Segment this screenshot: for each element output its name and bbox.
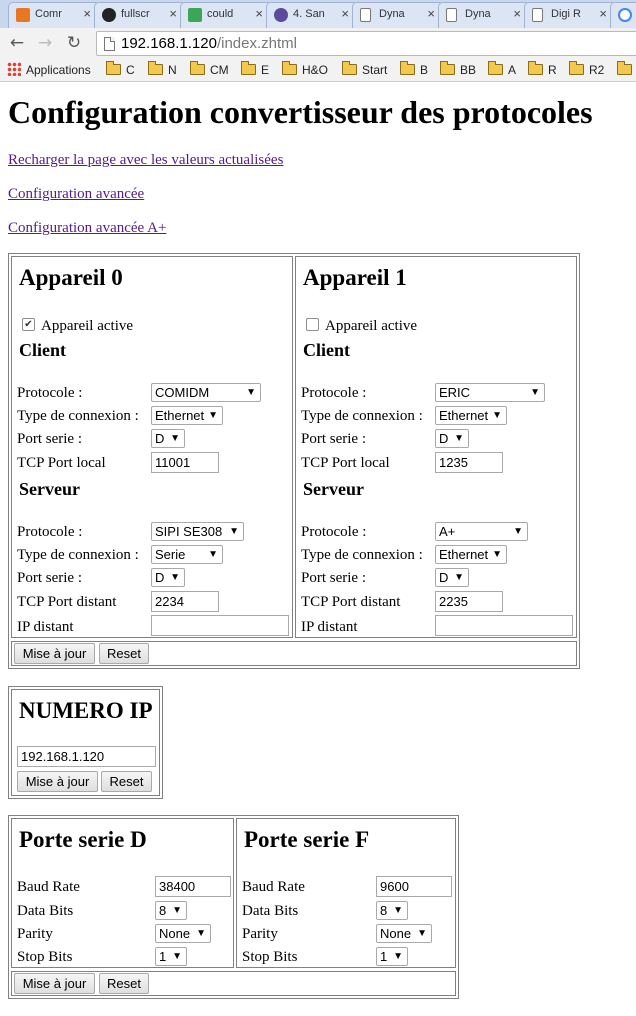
data-bits-select[interactable]	[376, 901, 408, 920]
url-text	[121, 35, 297, 52]
bookmark-label: H&O	[302, 63, 329, 77]
select-value: 1	[380, 949, 388, 964]
server-remote-ip-input[interactable]	[435, 615, 573, 636]
bookmark-label: B	[420, 63, 429, 77]
folder-icon	[190, 64, 205, 75]
parity-select[interactable]	[155, 924, 211, 943]
protocol-label: Protocole :	[301, 385, 367, 401]
protocol-label: Protocole :	[301, 524, 367, 540]
server-connection-type-select[interactable]	[151, 545, 223, 564]
chevron-down-icon: ▼	[208, 410, 218, 421]
stop-bits-label: Stop Bits	[17, 949, 73, 965]
browser-tab[interactable]	[610, 2, 636, 28]
chevron-down-icon: ▼	[393, 905, 403, 916]
folder-icon	[488, 64, 503, 75]
select-value: COMIDM	[155, 385, 210, 400]
address-bar[interactable]	[96, 31, 636, 56]
baud-rate-input[interactable]: 38400	[155, 876, 231, 897]
remote-ip-label: IP distant	[301, 619, 358, 635]
tab-title: Digi R	[551, 8, 581, 20]
client-connection-type-select[interactable]	[151, 406, 223, 425]
browser-toolbar	[0, 28, 636, 58]
serial-port-f-panel	[236, 818, 456, 968]
bookmark-label: Applications	[26, 63, 91, 77]
select-value: Ethernet	[439, 408, 489, 423]
device-1-title: Appareil 1	[303, 265, 407, 290]
update-button[interactable]: Mise à jour	[14, 973, 95, 994]
update-button[interactable]: Mise à jour	[17, 771, 98, 792]
select-value: SIPI SE308	[155, 524, 223, 539]
device-0-client-heading: Client	[19, 340, 66, 360]
data-bits-select[interactable]	[155, 901, 187, 920]
baud-rate-label: Baud Rate	[17, 879, 80, 895]
baud-rate-label: Baud Rate	[242, 879, 305, 895]
folder-icon	[440, 64, 455, 75]
stop-bits-select[interactable]	[155, 947, 187, 966]
tab-title: Comr	[35, 8, 62, 20]
bookmark-label: N	[168, 63, 177, 77]
chevron-down-icon: ▼	[172, 905, 182, 916]
folder-icon	[282, 64, 297, 75]
ip-table	[8, 686, 163, 799]
bookmark-label: E	[261, 63, 270, 77]
browser-tab[interactable]	[180, 2, 272, 28]
devices-actions-row	[11, 641, 577, 666]
favicon-icon	[16, 8, 30, 22]
select-value: A+	[439, 524, 456, 539]
parity-label: Parity	[17, 926, 53, 942]
github-icon	[102, 8, 116, 22]
chevron-down-icon: ▼	[454, 433, 464, 444]
device-0-panel	[11, 256, 293, 638]
tcp-port-local-label: TCP Port local	[301, 455, 390, 471]
folder-icon	[400, 64, 415, 75]
ip-address-input[interactable]: 192.168.1.120	[17, 746, 156, 767]
devices-table	[8, 253, 580, 669]
chevron-down-icon: ▼	[492, 410, 502, 421]
stop-bits-select[interactable]	[376, 947, 408, 966]
baud-rate-input[interactable]: 9600	[376, 876, 452, 897]
tab-title: could	[207, 8, 234, 20]
browser-tab[interactable]	[266, 2, 358, 28]
tab-title: Dyna	[465, 8, 491, 20]
chevron-down-icon: ▼	[172, 951, 182, 962]
bookmark-folder[interactable]	[569, 62, 604, 78]
browser-tab[interactable]	[438, 2, 530, 28]
browser-tab[interactable]	[352, 2, 444, 28]
client-protocol-select[interactable]	[151, 383, 261, 402]
server-protocol-select[interactable]	[151, 522, 244, 541]
bookmark-folder[interactable]	[148, 62, 177, 78]
bookmark-folder[interactable]	[488, 62, 516, 78]
bookmark-label: BB	[460, 63, 477, 77]
server-protocol-select[interactable]	[435, 522, 528, 541]
server-tcp-port-input[interactable]: 2235	[435, 591, 503, 612]
bookmark-label: R	[548, 63, 557, 77]
client-protocol-select[interactable]	[435, 383, 545, 402]
serial-port-d-panel	[11, 818, 234, 968]
device-1-server-heading: Serveur	[303, 479, 364, 499]
serial-port-label: Port serie :	[17, 431, 82, 447]
serial-port-d-title: Porte serie D	[19, 827, 147, 852]
chevron-down-icon: ▼	[196, 928, 206, 939]
close-icon[interactable]: ×	[169, 6, 177, 21]
client-connection-type-select[interactable]	[435, 406, 507, 425]
chevron-down-icon: ▼	[454, 572, 464, 583]
ip-title: NUMERO IP	[19, 698, 153, 723]
bookmark-label: R2	[589, 63, 605, 77]
serial-ports-table	[8, 815, 459, 999]
bookmark-folder[interactable]	[342, 62, 387, 78]
chevron-down-icon: ▼	[417, 928, 427, 939]
select-value: 8	[380, 903, 388, 918]
folder-icon	[342, 64, 357, 75]
server-serial-port-select[interactable]	[151, 568, 185, 587]
client-serial-port-select[interactable]	[151, 429, 185, 448]
stop-bits-label: Stop Bits	[242, 949, 298, 965]
tcp-port-remote-label: TCP Port distant	[301, 594, 401, 610]
client-tcp-port-input[interactable]: 1235	[435, 452, 503, 473]
favicon-icon	[274, 8, 288, 22]
browser-tab[interactable]	[8, 2, 100, 28]
device-1-active-label: Appareil active	[325, 318, 418, 334]
select-value: D	[155, 431, 165, 446]
bookmark-folder[interactable]	[106, 62, 135, 78]
select-value: 1	[159, 949, 167, 964]
bookmark-folder[interactable]	[282, 62, 328, 78]
bookmarks-bar	[0, 58, 636, 82]
connection-type-label: Type de connexion :	[301, 547, 423, 563]
select-value: D	[439, 570, 449, 585]
bookmark-label: A	[508, 63, 517, 77]
close-icon[interactable]: ×	[255, 6, 263, 21]
close-icon[interactable]: ×	[513, 6, 521, 21]
select-value: Ethernet	[155, 408, 205, 423]
folder-icon	[617, 64, 632, 75]
device-1-active-checkbox[interactable]	[306, 318, 319, 331]
server-serial-port-select[interactable]	[435, 568, 469, 587]
update-button[interactable]: Mise à jour	[14, 643, 95, 664]
protocol-label: Protocole :	[17, 524, 83, 540]
select-value: ERIC	[439, 385, 471, 400]
folder-icon	[569, 64, 584, 75]
back-icon[interactable]: ←	[9, 33, 25, 53]
device-0-active-label: Appareil active	[41, 318, 134, 334]
tab-title: 4. San	[293, 8, 325, 20]
reset-button[interactable]: Reset	[101, 771, 152, 792]
bookmark-label: Start	[362, 63, 388, 77]
server-tcp-port-input[interactable]: 2234	[151, 591, 219, 612]
close-icon[interactable]: ×	[599, 6, 607, 21]
page-icon	[532, 8, 543, 22]
connection-type-label: Type de connexion :	[17, 547, 139, 563]
page-title: Configuration convertisseur des protocoles	[8, 94, 593, 130]
tcp-port-remote-label: TCP Port distant	[17, 594, 117, 610]
protocol-label: Protocole :	[17, 385, 83, 401]
server-remote-ip-input[interactable]	[151, 615, 289, 636]
data-bits-label: Data Bits	[17, 903, 74, 919]
tcp-port-local-label: TCP Port local	[17, 455, 106, 471]
serial-port-label: Port serie :	[17, 570, 82, 586]
select-value: 8	[159, 903, 167, 918]
page-icon	[360, 8, 371, 22]
select-value: D	[439, 431, 449, 446]
advanced-config-link[interactable]: Configuration avancée	[8, 186, 145, 202]
ip-panel	[11, 689, 160, 796]
folder-icon	[528, 64, 543, 75]
bookmark-folder[interactable]	[190, 62, 229, 78]
url-path: /index.zhtml	[216, 35, 297, 52]
data-bits-label: Data Bits	[242, 903, 299, 919]
chevron-down-icon: ▼	[208, 549, 218, 560]
reload-link[interactable]: Recharger la page avec les valeurs actualisées	[8, 152, 284, 168]
bookmark-folder[interactable]	[400, 62, 428, 78]
select-value: None	[380, 926, 412, 941]
device-0-active-checkbox[interactable]: ✔	[22, 318, 35, 331]
tab-title: Dyna	[379, 8, 405, 20]
page-icon	[446, 8, 457, 22]
bookmark-folder[interactable]	[528, 62, 557, 78]
serial-port-f-title: Porte serie F	[244, 827, 370, 852]
page-info-icon[interactable]	[104, 37, 115, 51]
folder-icon	[106, 64, 121, 75]
client-serial-port-select[interactable]	[435, 429, 469, 448]
parity-select[interactable]	[376, 924, 432, 943]
url-host: 192.168.1.120	[121, 35, 217, 52]
reload-icon[interactable]: ↻	[66, 33, 82, 53]
advanced-config-aplus-link[interactable]: Configuration avancée A+	[8, 220, 167, 236]
serial-actions-row	[11, 971, 456, 996]
chevron-down-icon: ▼	[229, 526, 239, 537]
tab-strip	[0, 0, 636, 28]
folder-icon	[241, 64, 256, 75]
forward-icon[interactable]: →	[37, 33, 53, 53]
bookmark-folder[interactable]	[617, 62, 636, 78]
device-0-server-heading: Serveur	[19, 479, 80, 499]
folder-icon	[148, 64, 163, 75]
chevron-down-icon: ▼	[170, 572, 180, 583]
connection-type-label: Type de connexion :	[17, 408, 139, 424]
chevron-down-icon: ▼	[393, 951, 403, 962]
apps-grid-icon	[7, 62, 21, 76]
close-icon[interactable]: ×	[427, 6, 435, 21]
device-1-panel	[295, 256, 577, 638]
select-value: Ethernet	[439, 547, 489, 562]
chevron-down-icon: ▼	[492, 549, 502, 560]
select-value: None	[159, 926, 191, 941]
bookmark-folder[interactable]	[241, 62, 269, 78]
close-icon[interactable]: ×	[83, 6, 91, 21]
connection-type-label: Type de connexion :	[301, 408, 423, 424]
server-connection-type-select[interactable]	[435, 545, 507, 564]
reset-button[interactable]: Reset	[99, 643, 149, 664]
select-value: Serie	[155, 547, 186, 562]
bookmark-label: CM	[210, 63, 229, 77]
parity-label: Parity	[242, 926, 278, 942]
chevron-down-icon: ▼	[530, 387, 540, 398]
browser-tab[interactable]	[94, 2, 186, 28]
device-1-client-heading: Client	[303, 340, 350, 360]
serial-port-label: Port serie :	[301, 431, 366, 447]
page-content	[8, 82, 628, 991]
close-icon[interactable]: ×	[341, 6, 349, 21]
reset-button[interactable]: Reset	[99, 973, 149, 994]
google-icon	[618, 8, 632, 22]
bookmark-apps[interactable]	[7, 62, 91, 78]
serial-port-label: Port serie :	[301, 570, 366, 586]
chevron-down-icon: ▼	[513, 526, 523, 537]
favicon-icon	[188, 8, 202, 22]
bookmark-label: C	[126, 63, 135, 77]
client-tcp-port-input[interactable]: 11001	[151, 452, 219, 473]
select-value: D	[155, 570, 165, 585]
device-0-title: Appareil 0	[19, 265, 123, 290]
tab-title: fullscr	[121, 8, 150, 20]
browser-tab[interactable]	[524, 2, 616, 28]
chevron-down-icon: ▼	[246, 387, 256, 398]
remote-ip-label: IP distant	[17, 619, 74, 635]
chevron-down-icon: ▼	[170, 433, 180, 444]
bookmark-folder[interactable]	[440, 62, 476, 78]
